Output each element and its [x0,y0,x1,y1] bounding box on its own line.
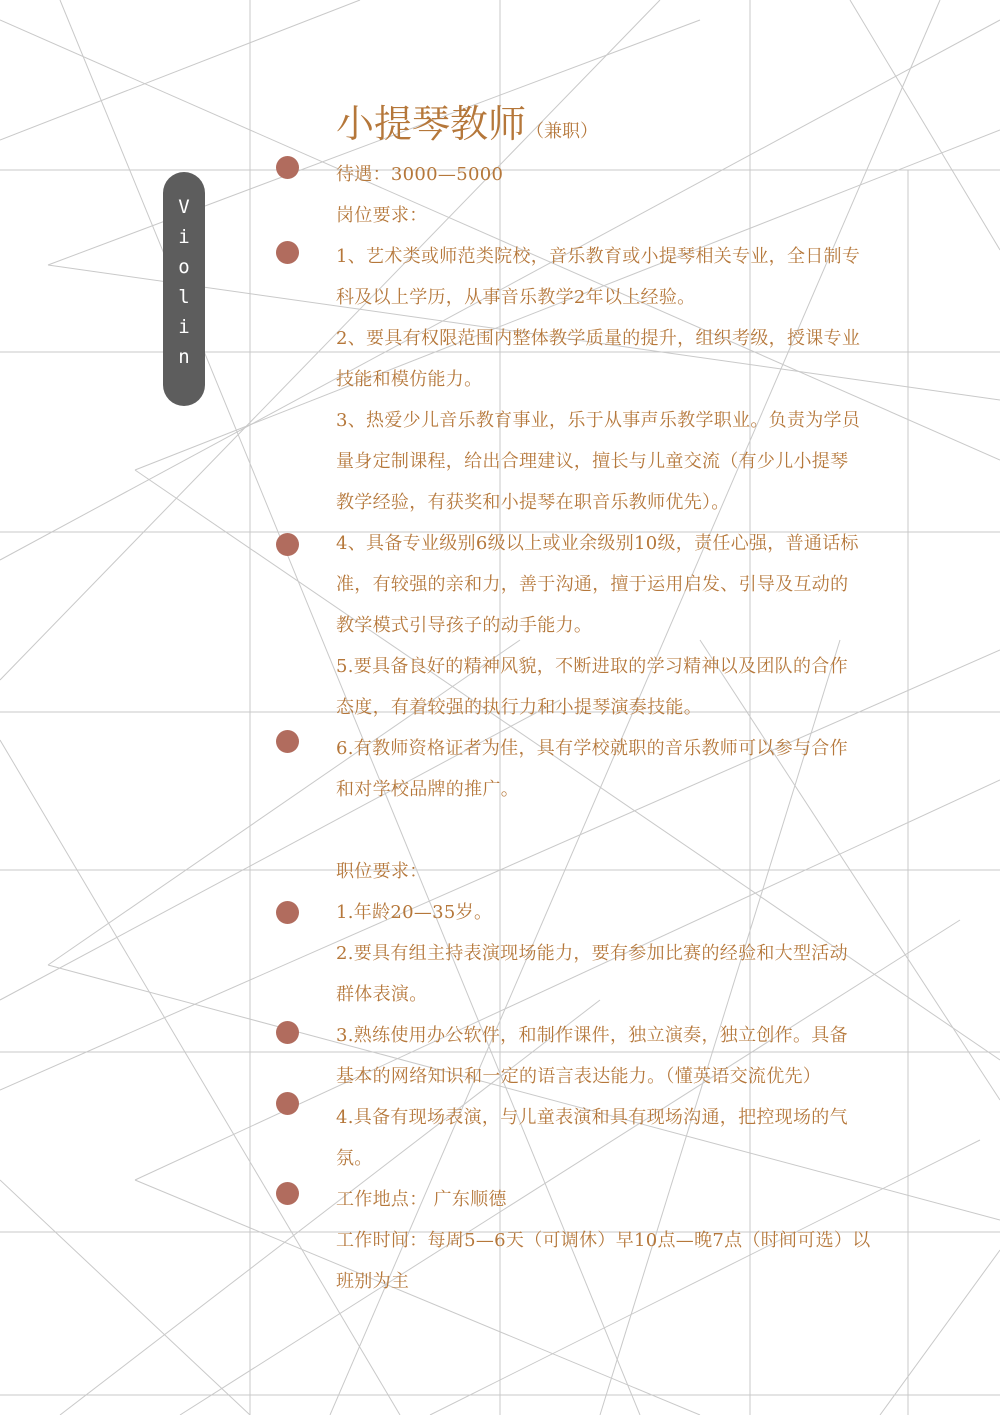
position-line: 4.具备有现场表演，与儿童表演和具有现场沟通，把控现场的气 [336,1107,848,1128]
title-main: 小提琴教师 [336,102,527,146]
spacer [336,810,916,851]
position-requirements-heading: 职位要求： [336,861,428,882]
position-line: 基本的网络知识和一定的语言表达能力。（懂英语交流优先） [336,1066,822,1087]
requirement-line: 态度，有着较强的执行力和小提琴演奏技能。 [336,697,702,718]
page-title [336,98,916,154]
side-letter: i [178,316,190,338]
bullet-dot [276,241,299,264]
bullet-dot [276,156,299,179]
requirement-line: 6.有教师资格证者为佳，具有学校就职的音乐教师可以参与合作 [336,738,848,759]
requirement-line: 技能和模仿能力。 [336,369,483,390]
bullet-dot [276,730,299,753]
work-time-line: 班别为主 [336,1271,410,1292]
position-line: 2.要具有组主持表演现场能力，要有参加比赛的经验和大型活动 [336,943,848,964]
requirement-line: 2、要具有权限范围内整体教学质量的提升，组织考级，授课专业 [336,328,861,349]
requirement-line: 5.要具备良好的精神风貌，不断进取的学习精神以及团队的合作 [336,656,848,677]
work-location: 工作地点： 广东顺德 [336,1189,507,1210]
bullet-dot [276,1021,299,1044]
requirement-line: 教学经验，有获奖和小提琴在职音乐教师优先）。 [336,492,730,513]
side-letter: n [178,346,190,368]
bullet-dot [276,533,299,556]
side-letter: i [178,226,190,248]
requirement-line: 科及以上学历，从事音乐教学2年以上经验。 [336,287,696,308]
side-letter: o [178,256,190,278]
bullet-dot [276,1182,299,1205]
requirement-line: 1、艺术类或师范类院校，音乐教育或小提琴相关专业，全日制专 [336,246,861,267]
side-letter: l [178,286,190,308]
salary-line: 待遇：3000—5000 [336,164,504,185]
requirement-line: 和对学校品牌的推广。 [336,779,519,800]
bullet-dot [276,901,299,924]
work-time-line: 工作时间：每周5—6天（可调休）早10点—晚7点（时间可选）以 [336,1230,871,1251]
title-note: （兼职） [526,121,599,142]
requirement-line: 4、具备专业级别6级以上或业余级别10级，责任心强，普通话标 [336,533,859,554]
position-line: 3.熟练使用办公软件，和制作课件，独立演奏，独立创作。具备 [336,1025,848,1046]
position-line: 群体表演。 [336,984,428,1005]
job-requirements-heading: 岗位要求： [336,205,428,226]
bullet-dot [276,1092,299,1115]
job-posting [336,98,916,1302]
requirement-line: 准，有较强的亲和力，善于沟通，擅于运用启发、引导及互动的 [336,574,849,595]
side-letter: V [178,196,190,218]
position-line: 1.年龄20—35岁。 [336,902,493,923]
requirement-line: 量身定制课程，给出合理建议，擅长与儿童交流（有少儿小提琴 [336,451,849,472]
requirement-line: 教学模式引导孩子的动手能力。 [336,615,593,636]
requirement-line: 3、热爱少儿音乐教育事业，乐于从事声乐教学职业。负责为学员 [336,410,861,431]
position-line: 氛。 [336,1148,373,1169]
violin-side-tab [163,172,205,406]
